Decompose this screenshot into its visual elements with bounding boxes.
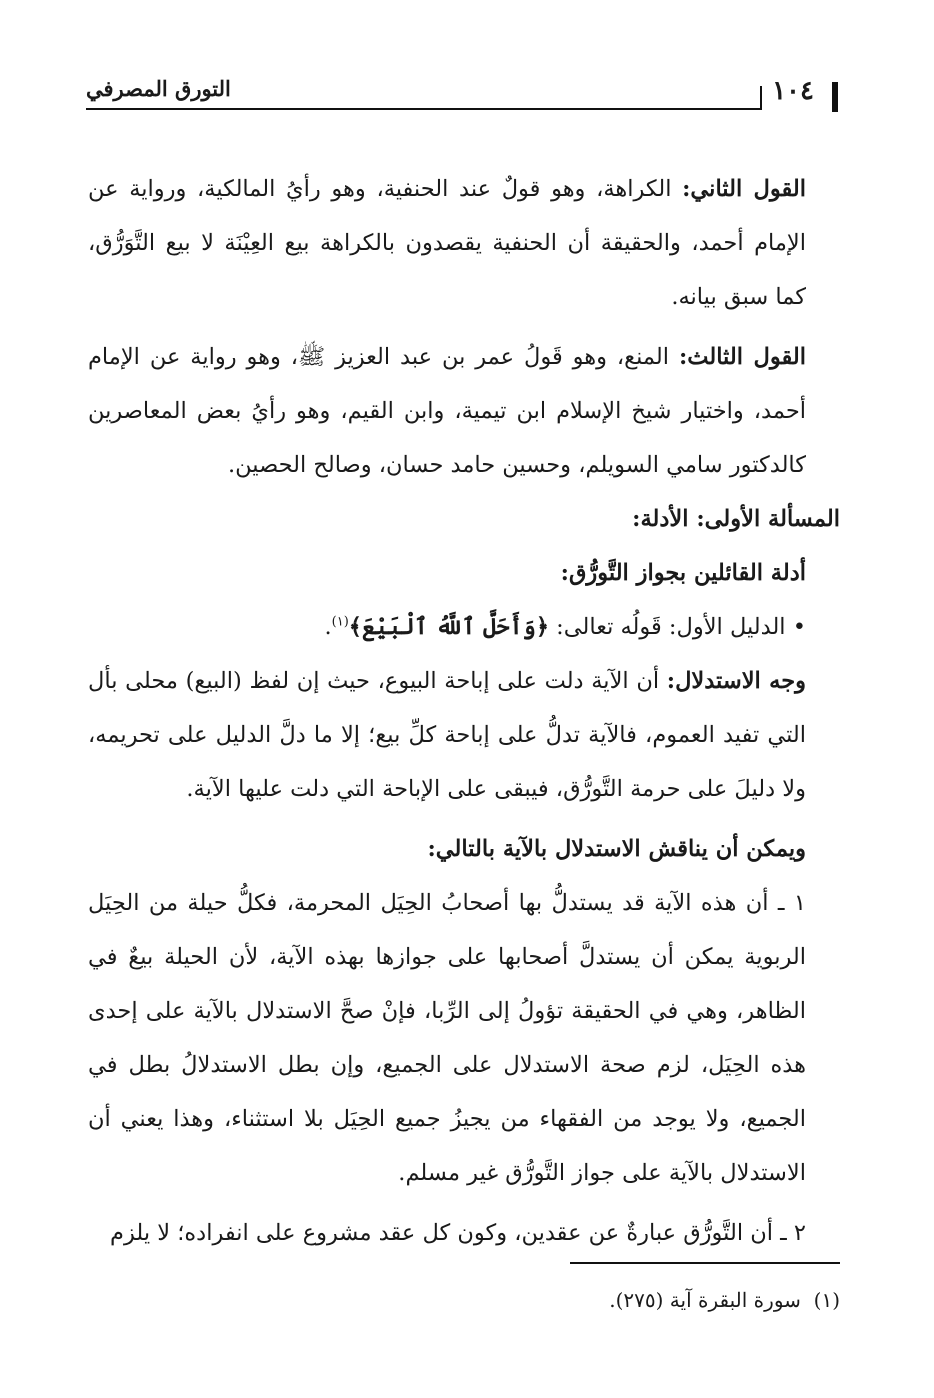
objection-item: ٢ ـ أن التَّورُّق عبارةٌ عن عقدين، وكون كل عقد مشروع على انفراده؛ لا يلزم (110, 1220, 806, 1246)
running-title: التورق المصرفي (86, 76, 231, 101)
paragraph-text: الكراهة، وهو قولٌ عند الحنفية، وهو رأيُ المالكية، ورواية عن الإمام أحمد، والحقيقة أن الحنفية يقصدون بالكراهة بيع العِيْنَة لا بيع التَّوَرُّق، كما سبق بيانه. (88, 176, 806, 310)
objection-heading: ويمكن أن يناقش الاستدلال بالآية بالتالي: (427, 836, 806, 862)
footnote-text: سورة البقرة آية (٢٧٥). (609, 1288, 801, 1312)
footnote (240, 1280, 840, 1320)
inference-lead: وجه الاستدلال: (666, 668, 806, 694)
header-rule (86, 108, 762, 110)
evidence-text: الدليل الأول: قَولُه تعالى: (549, 614, 786, 640)
objection-item: ١ ـ أن هذه الآية قد يستدلُّ بها أصحابُ الحِيَل المحرمة، فكلُّ حيلة من الحِيَل الربوية يمكن أن يستدلَّ أصحابها على جوازها بهذه الآية، لأن الحيلة بيعٌ في الظاهر، وهي في الحقيقة تؤولُ إلى الرِّبا، فإنْ صحَّ الاستدلال بالآية على إحدى هذه الحِيَل، لزم صحة الاستدلال على الجميع، وإن بطل الاستدلالُ بطل في الجميع، ولا يوجد من الفقهاء من يجيزُ جميع الحِيَل بلا استثناء، وهذا يعني أن الاستدلال بالآية على جواز التَّورُّق غير مسلم. (88, 890, 806, 1186)
paragraph-lead: القول الثالث: (678, 344, 806, 370)
header-thick-bar (832, 82, 838, 112)
inference-paragraph (88, 654, 840, 816)
quran-verse: ﴿وَأَحَلَّ ٱللَّهُ ٱلْبَيْعَ﴾ (348, 614, 550, 640)
bullet-icon: • (792, 614, 806, 640)
footnote-rule (570, 1262, 840, 1264)
paragraph-lead: القول الثاني: (682, 176, 806, 202)
footnote-ref[interactable]: (١) (331, 614, 349, 630)
section-heading: المسألة الأولى: الأدلة: (632, 506, 840, 532)
paragraph-third-opinion (88, 330, 840, 492)
paragraph-text: المنع، وهو قَولُ عمر بن عبد العزيز ﷺ، وهو رواية عن الإمام أحمد، واختيار شيخ الإسلام ابن تيمية، وابن القيم، وهو رأيُ بعض المعاصرين كالدكتور سامي السويلم، وحسين حامد حسان، وصالح الحصين. (88, 344, 806, 478)
header-thin-bar (760, 86, 762, 110)
page-number: ١٠٤ (772, 76, 814, 106)
running-header (86, 70, 838, 116)
main-text (88, 162, 840, 1260)
paragraph-second-opinion (88, 162, 840, 324)
evidence-end: . (324, 614, 332, 640)
footnote-marker: (١) (813, 1288, 840, 1312)
subheading: أدلة القائلين بجواز التَّورُّق: (560, 560, 806, 586)
evidence-one (88, 600, 840, 654)
inference-text: أن الآية دلت على إباحة البيوع، حيث إن لفظ (البيع) محلى بأل التي تفيد العموم، فالآية تدلُّ على إباحة كلِّ بيع؛ إلا ما دلَّ الدليل على تحريمه، ولا دليلَ على حرمة التَّورُّق، فيبقى على الإباحة التي دلت عليها الآية. (88, 668, 806, 802)
